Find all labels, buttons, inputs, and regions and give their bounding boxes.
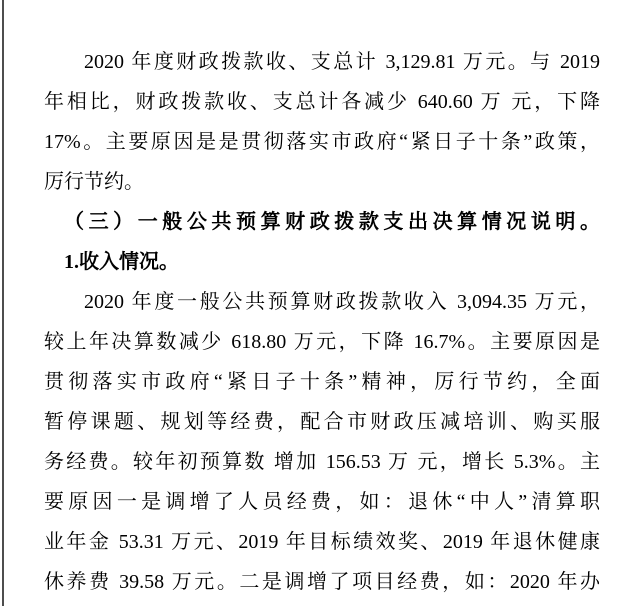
- text-line: 较上年决算数减少 618.80 万元，下降 16.7%。主要原因是: [44, 331, 600, 353]
- text-line: 1.收入情况。: [64, 251, 179, 273]
- text-line: （三）一般公共预算财政拨款支出决算情况说明。: [64, 211, 600, 233]
- text-line: 要原因一是调增了人员经费，如：退休“中人”清算职: [44, 491, 600, 513]
- text-line: 暂停课题、规划等经费，配合市财政压减培训、购买服: [44, 411, 600, 433]
- page-edge-line: [2, 0, 4, 606]
- text-line: 2020 年度财政拨款收、支总计 3,129.81 万元。与 2019: [84, 51, 600, 73]
- document-text-block: [44, 42, 600, 602]
- text-line: 休养费 39.58 万元。二是调增了项目经费，如：2020 年办: [44, 571, 600, 593]
- text-line: 务经费。较年初预算数 增加 156.53 万 元，增长 5.3%。主: [44, 451, 600, 473]
- text-line: 2020 年度一般公共预算财政拨款收入 3,094.35 万元，: [84, 291, 600, 313]
- text-line: 业年金 53.31 万元、2019 年目标绩效奖、2019 年退休健康: [44, 531, 600, 553]
- text-line: 年相比，财政拨款收、支总计各减少 640.60 万 元，下降: [44, 91, 600, 113]
- text-line: 贯彻落实市政府“紧日子十条”精神，厉行节约，全面: [44, 371, 600, 393]
- text-line: 厉行节约。: [44, 171, 144, 193]
- text-line: 17%。主要原因是是贯彻落实市政府“紧日子十条”政策，: [44, 131, 600, 153]
